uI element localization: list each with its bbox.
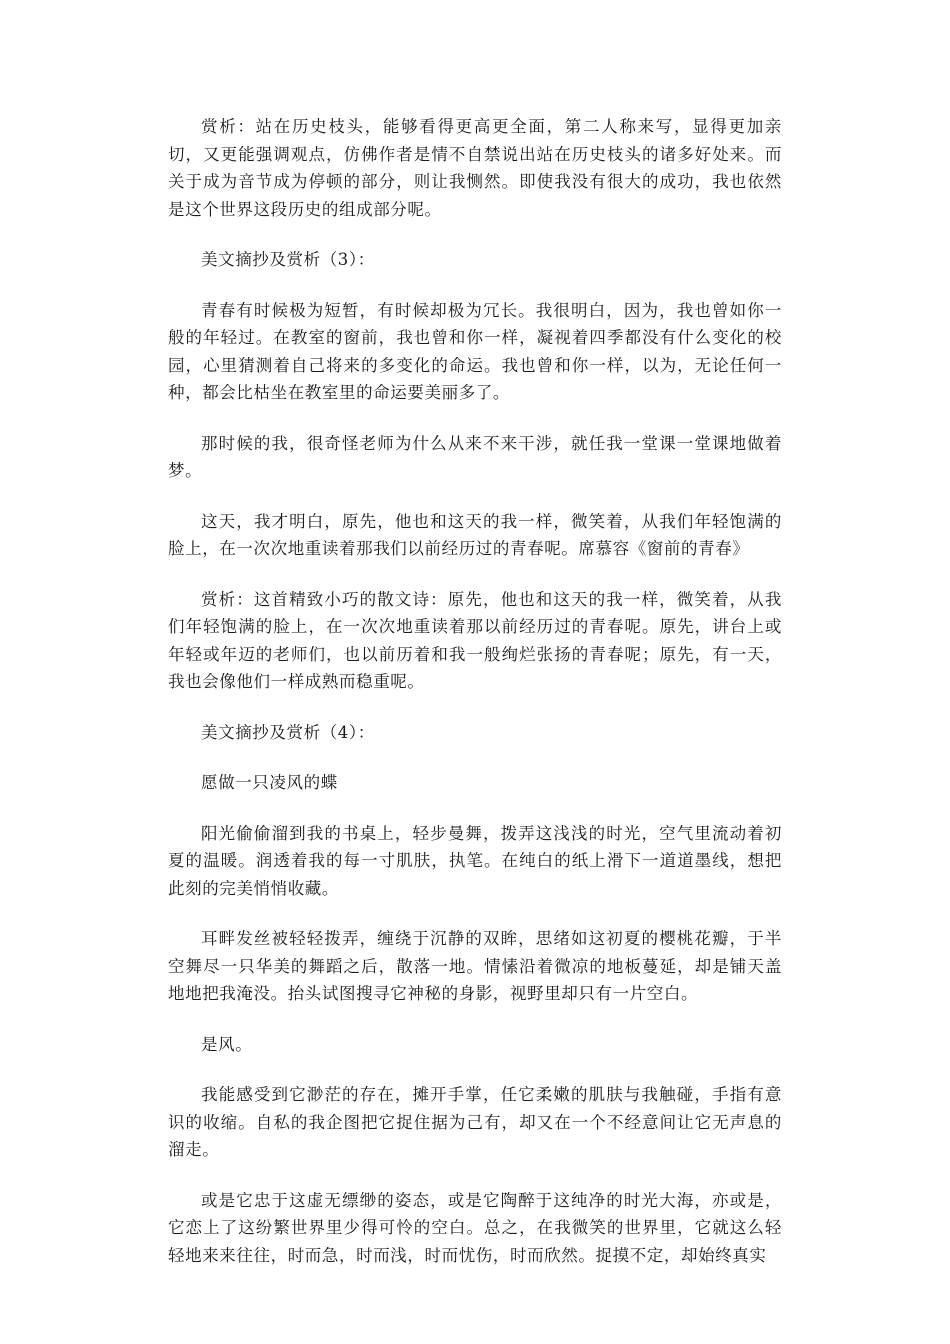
body-paragraph: 青春有时候极为短暂，有时候却极为冗长。我很明白，因为，我也曾如你一般的年轻过。在教室的窗前，我也曾和你一样，凝视着四季都没有什么变化的校园，心里猜测着自己将来的多变化的命运。我也曾和你一样，以为，无论任何一种，都会比枯坐在教室里的命运要美丽多了。 <box>168 300 782 402</box>
body-paragraph: 耳畔发丝被轻轻拨弄，缠绕于沉静的双眸，思绪如这初夏的樱桃花瓣，于半空舞尽一只华美的舞蹈之后，散落一地。情愫沿着微凉的地板蔓延，却是铺天盖地地把我淹没。抬头试图搜寻它神秘的身影，视野里却只有一片空白。 <box>168 929 782 1003</box>
body-paragraph: 或是它忠于这虚无缥缈的姿态，或是它陶醉于这纯净的时光大海，亦或是，它恋上了这纷繁世界里少得可怜的空白。总之，在我微笑的世界里，它就这么轻轻地来来往往，时而急，时而浅，时而忧伤，时而欣然。捉摸不定，却始终真实 <box>168 1190 782 1265</box>
body-paragraph: 那时候的我，很奇怪老师为什么从来不来干涉，就任我一堂课一堂课地做着梦。 <box>168 433 782 480</box>
document-body <box>168 113 782 1292</box>
appreciation-paragraph: 赏析：站在历史枝头，能够看得更高更全面，第二人称来写，显得更加亲切，又更能强调观点，仿佛作者是情不自禁说出站在历史枝头的诸多好处来。而关于成为音节成为停顿的部分，则让我恻然。即使我没有很大的成功，我也依然是这个世界这段历史的组成部分呢。 <box>168 117 782 219</box>
section-heading: 美文摘抄及赏析（4）： <box>201 722 375 742</box>
body-paragraph: 阳光偷偷溜到我的书桌上，轻步曼舞，拨弄这浅浅的时光，空气里流动着初夏的温暖。润透着我的每一寸肌肤，执笔。在纯白的纸上滑下一道道墨线，想把此刻的完美悄悄收藏。 <box>168 823 782 898</box>
body-paragraph: 我能感受到它渺茫的存在，摊开手掌，任它柔嫩的肌肤与我触碰，手指有意识的收缩。自私的我企图把它捉住据为己有，却又在一个不经意间让它无声息的溜走。 <box>168 1085 782 1159</box>
appreciation-paragraph: 赏析：这首精致小巧的散文诗：原先，他也和这天的我一样，微笑着，从我们年轻饱满的脸上，在一次次地重读着那以前经历过的青春呢。原先，讲台上或年轻或年迈的老师们，也以前历着和我一般绚烂张扬的青春呢；原先，有一天，我也会像他们一样成熟而稳重呢。 <box>168 589 782 691</box>
body-paragraph: 这天，我才明白，原先，他也和这天的我一样，微笑着，从我们年轻饱满的脸上，在一次次地重读着那我们以前经历过的青春呢。席慕容《窗前的青春》 <box>168 511 782 558</box>
body-paragraph: 是风。 <box>201 1034 253 1054</box>
essay-title: 愿做一只凌风的蝶 <box>201 773 338 792</box>
section-heading: 美文摘抄及赏析（3）： <box>201 250 375 269</box>
